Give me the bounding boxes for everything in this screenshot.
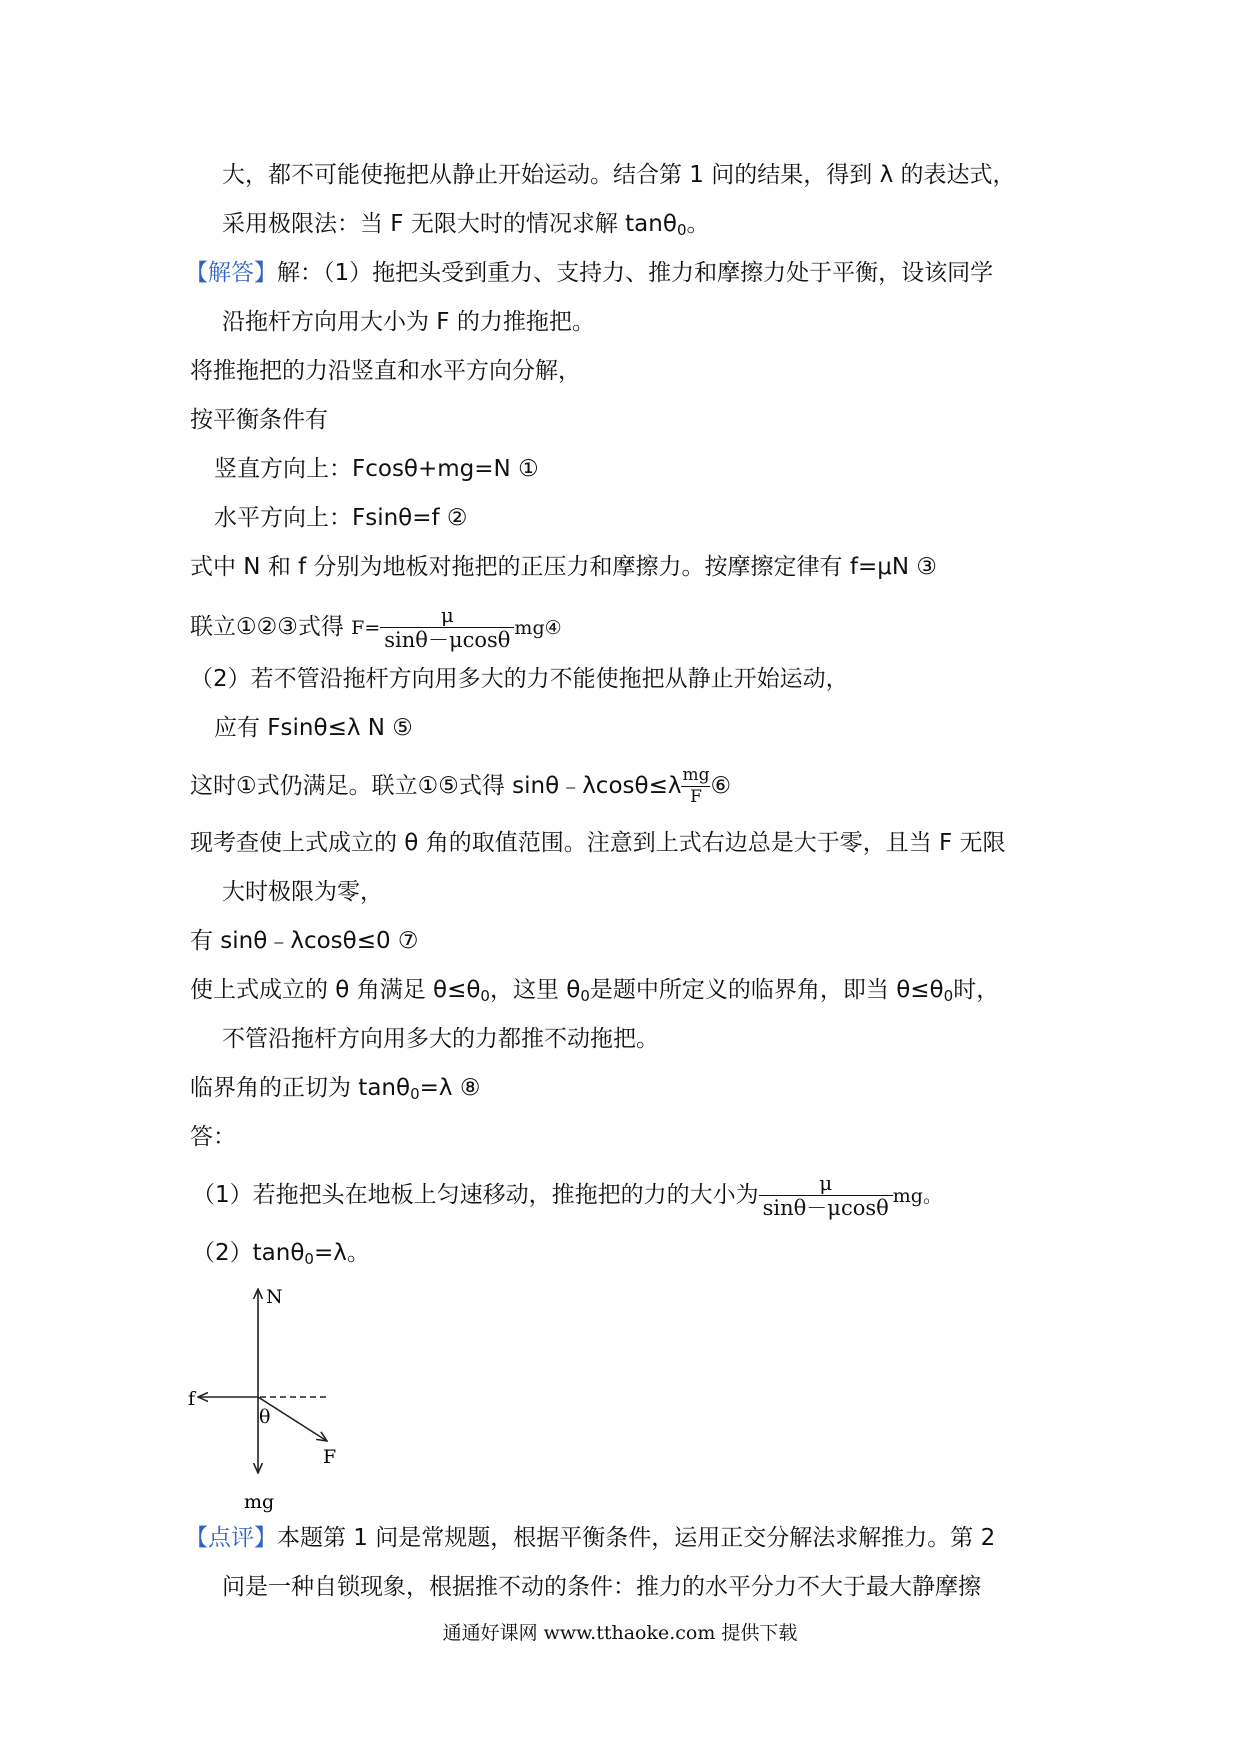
equation-line: 这时①式仍满足。联立①⑤式得 sinθ﹣λcosθ≤λ $\frac{mg}{F}$ ⑥ <box>190 765 732 807</box>
text-line: 问是一种自锁现象，根据推不动的条件：推力的水平分力不大于最大静摩擦 <box>222 1574 981 1600</box>
text-line: （2）tanθ$_0$=λ。 <box>192 1240 370 1268</box>
text-line: 大时极限为零， <box>222 879 383 905</box>
text-line: 不管沿拖杆方向用多大的力都推不动拖把。 <box>222 1026 659 1052</box>
equation-line: 水平方向上：Fsinθ=f ② <box>214 505 468 531</box>
fraction-eq6: $\frac{mg}{F}$ <box>682 765 710 807</box>
answer-line: 【解答】解：（1）拖把头受到重力、支持力、推力和摩擦力处于平衡，设该同学 <box>185 260 994 286</box>
answer-summary-line: （1）若拖把头在地板上匀速移动，推拖把的力的大小为 $\frac{\mu}{\sin\theta-\mu\cos\theta}$ mg。 <box>192 1170 942 1220</box>
text-line: （2）若不管沿拖杆方向用多大的力不能使拖把从静止开始运动， <box>190 666 849 692</box>
equation-line: 有 sinθ﹣λcosθ≤0 ⑦ <box>190 928 419 954</box>
text-line: 式中 N 和 f 分别为地板对拖把的正压力和摩擦力。按摩擦定律有 f=μN ③ <box>190 554 937 580</box>
text-line: 沿拖杆方向用大小为 F 的力推拖把。 <box>222 309 595 335</box>
text-line: 使上式成立的 θ 角满足 $\theta\le\theta_0$，这里 $\theta_0$是题中所定义的临界角，即当 $\theta\le\theta_0$时， <box>190 977 1000 1005</box>
text-line: 将推拖把的力沿竖直和水平方向分解， <box>190 358 581 384</box>
equation-line: 联立①②③式得 F= $\frac{\mu}{\sin\theta-\mu\cos\theta}$ mg④ <box>190 602 562 652</box>
force-diagram <box>180 1275 360 1515</box>
fraction-eq4: $\frac{\mu}{\sin\theta-\mu\cos\theta}$ <box>380 605 514 651</box>
label-theta: θ <box>259 1406 271 1428</box>
label-friction: f <box>188 1388 196 1410</box>
label-push-force: F <box>323 1446 337 1468</box>
comment-tag: 【点评】 <box>185 1525 277 1551</box>
page-footer: 通通好课网 www.tthaoke.com 提供下载 <box>442 1622 798 1644</box>
equation-line: 竖直方向上：Fcosθ+mg=N ① <box>214 456 539 482</box>
label-normal-force: N <box>266 1286 283 1308</box>
equation-line: 应有 Fsinθ≤λ N ⑤ <box>214 715 413 741</box>
answer-tag: 【解答】 <box>185 260 277 286</box>
text-line: 采用极限法：当 F 无限大时的情况求解 tanθ$_0$。 <box>222 211 710 239</box>
label-gravity: mg <box>244 1491 275 1513</box>
text-line: 按平衡条件有 <box>190 407 328 433</box>
text-line: 现考查使上式成立的 θ 角的取值范围。注意到上式右边总是大于零，且当 F 无限 <box>190 830 1006 856</box>
fraction-answer: $\frac{\mu}{\sin\theta-\mu\cos\theta}$ <box>759 1173 893 1219</box>
comment-line: 【点评】本题第 1 问是常规题，根据平衡条件，运用正交分解法求解推力。第 2 <box>185 1525 996 1551</box>
text-line: 答： <box>190 1124 236 1150</box>
text-line: 大，都不可能使拖把从静止开始运动。结合第 1 问的结果，得到 λ 的表达式， <box>222 162 1016 188</box>
text-line: 临界角的正切为 tanθ$_0$=λ ⑧ <box>190 1075 481 1103</box>
